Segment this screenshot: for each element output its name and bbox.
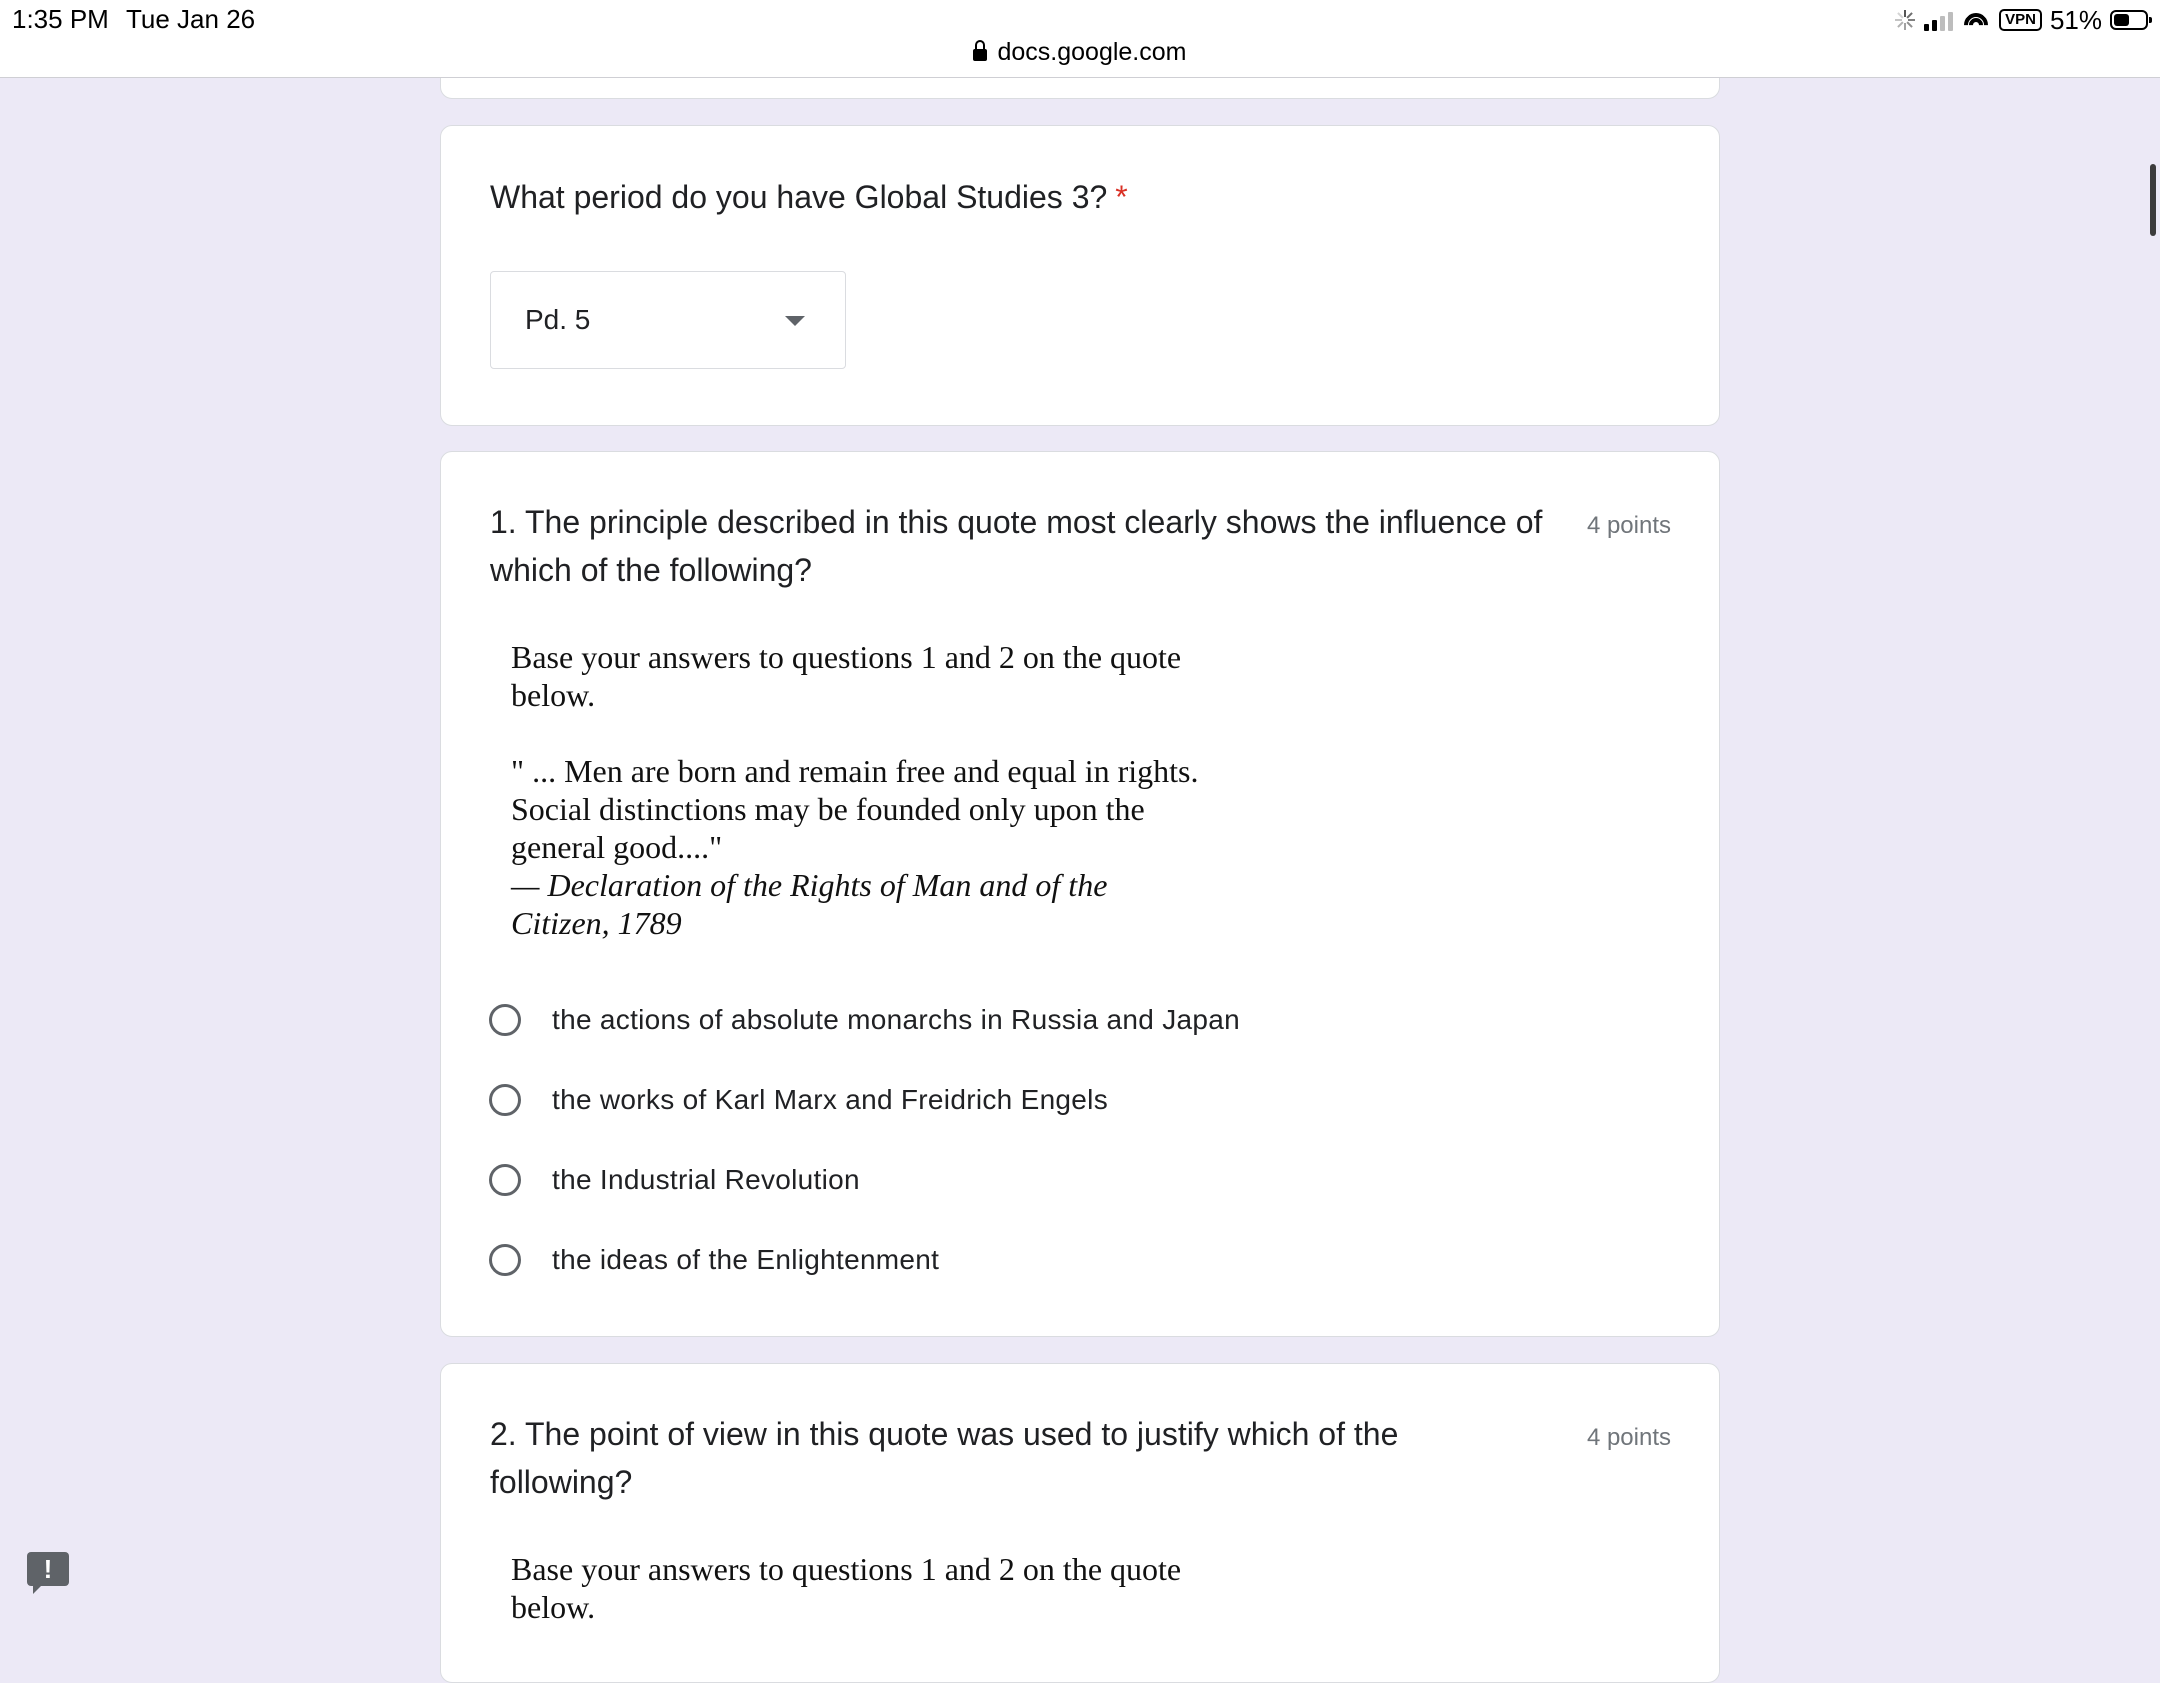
- lock-icon: [973, 49, 987, 61]
- answer-option[interactable]: [489, 980, 1240, 1060]
- question-title: [490, 173, 1128, 221]
- answer-option[interactable]: [489, 1140, 1240, 1220]
- question-1-points: 4 points: [1586, 512, 1671, 539]
- quote-line: general good....": [511, 829, 723, 865]
- loading-icon: [1894, 9, 1916, 31]
- address-bar[interactable]: [0, 38, 2160, 67]
- quote-line: below.: [511, 677, 596, 713]
- quote-image: [511, 1550, 1271, 1626]
- option-label: the actions of absolute monarchs in Russia and Japan: [552, 1004, 1241, 1035]
- radio-button[interactable]: [489, 1084, 521, 1116]
- radio-button[interactable]: [489, 1004, 521, 1036]
- period-question-card: [440, 125, 1720, 426]
- quote-line: Social distinctions may be founded only upon the: [511, 791, 1145, 827]
- vpn-badge: VPN: [1999, 9, 2042, 31]
- report-feedback-button[interactable]: [27, 1552, 69, 1594]
- status-date: Tue Jan 26: [126, 4, 256, 34]
- question-2-title: 2. The point of view in this quote was used to justify which of the following?: [490, 1416, 1399, 1500]
- question-1-options: [489, 980, 1240, 1300]
- battery-percent: 51%: [2049, 4, 2102, 35]
- option-label: the ideas of the Enlightenment: [552, 1244, 940, 1275]
- browser-status-bar: [0, 0, 2160, 78]
- feedback-label: !: [43, 1554, 53, 1584]
- quote-line: below.: [511, 1589, 596, 1625]
- quote-line: — Declaration of the Rights of Man and of the: [511, 867, 1108, 903]
- period-dropdown[interactable]: [490, 271, 846, 369]
- quote-image: [511, 638, 1271, 942]
- quote-line: " ... Men are born and remain free and equal in rights.: [511, 753, 1199, 789]
- wifi-icon: [1961, 9, 1991, 31]
- answer-option[interactable]: [489, 1220, 1240, 1300]
- url-text: docs.google.com: [997, 38, 1187, 66]
- quote-line: Base your answers to questions 1 and 2 on the quote: [511, 639, 1182, 675]
- dropdown-arrow-icon: [785, 316, 805, 326]
- question-1-title: 1. The principle described in this quote most clearly shows the influence of which of the following?: [490, 504, 1543, 588]
- question-2-points: 4 points: [1586, 1424, 1671, 1451]
- status-indicators: [1894, 6, 2148, 34]
- battery-icon: [2110, 10, 2148, 30]
- question-2-card: [440, 1363, 1720, 1683]
- radio-button[interactable]: [489, 1164, 521, 1196]
- signal-icon: [1924, 9, 1953, 31]
- dropdown-selected-value: Pd. 5: [525, 304, 591, 335]
- status-time: 1:35 PM: [12, 4, 109, 34]
- quote-line: Base your answers to questions 1 and 2 on the quote: [511, 1551, 1182, 1587]
- question-1-card: [440, 451, 1720, 1337]
- option-label: the works of Karl Marx and Freidrich Engels: [552, 1084, 1109, 1115]
- required-marker: *: [1115, 179, 1128, 215]
- option-label: the Industrial Revolution: [552, 1164, 860, 1195]
- question-text: What period do you have Global Studies 3?: [490, 179, 1108, 215]
- scrollbar-thumb[interactable]: [2150, 164, 2156, 236]
- quote-line: Citizen, 1789: [511, 905, 682, 941]
- radio-button[interactable]: [489, 1244, 521, 1276]
- answer-option[interactable]: [489, 1060, 1240, 1140]
